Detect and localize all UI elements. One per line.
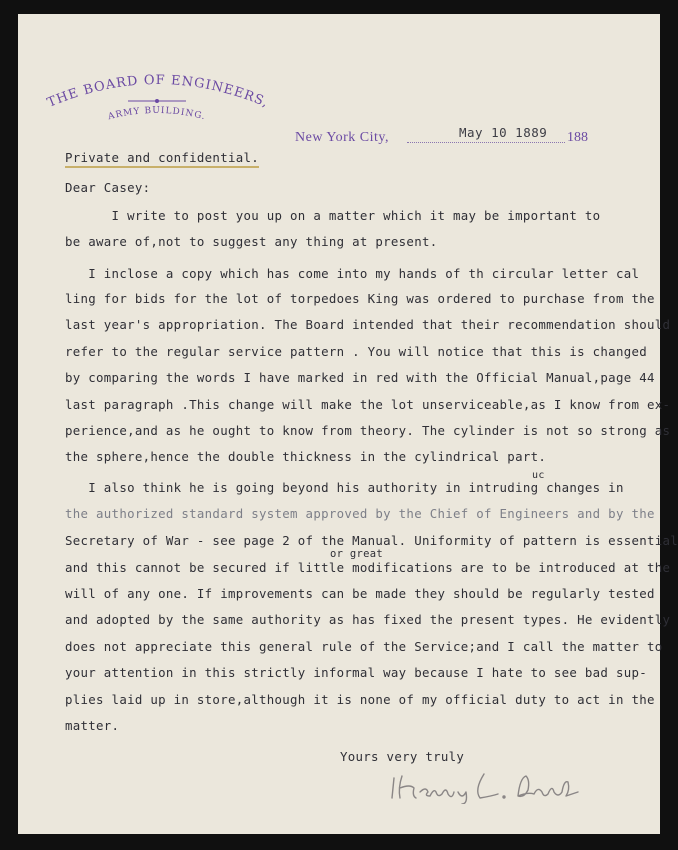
body-line: plies laid up in store,although it is none of my official duty to act in the — [65, 692, 655, 707]
body-line: the authorized standard system approved by the Chief of Engineers and by the — [65, 506, 655, 521]
handwritten-signature — [388, 770, 588, 804]
body-line: I also think he is going beyond his authority in intruding changes in — [65, 480, 624, 495]
date-rule — [407, 142, 565, 143]
body-line: does not appreciate this general rule of the Service;and I call the matter to — [65, 639, 663, 654]
letter-date: May 10 1889 — [459, 125, 548, 140]
letterhead-line1: THE BOARD OF ENGINEERS, — [45, 72, 271, 111]
body-line: refer to the regular service pattern . You will notice that this is changed — [65, 344, 647, 359]
body-line: I write to post you up on a matter which it may be important to — [65, 208, 601, 223]
body-line: the sphere,hence the double thickness in the cylindrical part. — [65, 449, 547, 464]
dateline-city: New York City, — [295, 130, 389, 145]
body-line: by comparing the words I have marked in red with the Official Manual,page 44 — [65, 370, 655, 385]
body-line: Secretary of War - see page 2 of the Manual. Uniformity of pattern is essential — [65, 533, 678, 548]
letterhead-line2: ARMY BUILDING. — [107, 105, 207, 123]
closing: Yours very truly — [340, 749, 465, 764]
body-line: and this cannot be secured if little modifications are to be introduced at the — [65, 560, 671, 575]
interlinear-correction-or-great: or great — [330, 548, 383, 560]
body-line: I inclose a copy which has come into my hands of th circular letter cal — [65, 266, 640, 281]
body-line: be aware of,not to suggest any thing at present. — [65, 234, 438, 249]
body-line: matter. — [65, 718, 120, 733]
ornament-icon — [128, 99, 186, 103]
body-line: ling for bids for the lot of torpedoes King was ordered to purchase from the — [65, 291, 655, 306]
body-line: last year's appropriation. The Board intended that their recommendation should — [65, 317, 671, 332]
letterhead — [28, 62, 298, 128]
body-line: perience,and as he ought to know from theory. The cylinder is not so strong as — [65, 423, 671, 438]
body-line: your attention in this strictly informal way because I hate to see bad sup- — [65, 665, 647, 680]
dateline — [295, 124, 595, 148]
interlinear-correction-uc: uc — [532, 470, 545, 481]
printed-year: 188 — [567, 130, 588, 145]
salutation: Dear Casey: — [65, 180, 151, 195]
body-line: and adopted by the same authority as has fixed the present types. He evidently — [65, 612, 671, 627]
private-confidential-note: Private and confidential. — [65, 150, 259, 168]
body-line: last paragraph .This change will make the lot unserviceable,as I know from ex- — [65, 397, 671, 412]
body-line: will of any one. If improvements can be made they should be regularly tested — [65, 586, 655, 601]
